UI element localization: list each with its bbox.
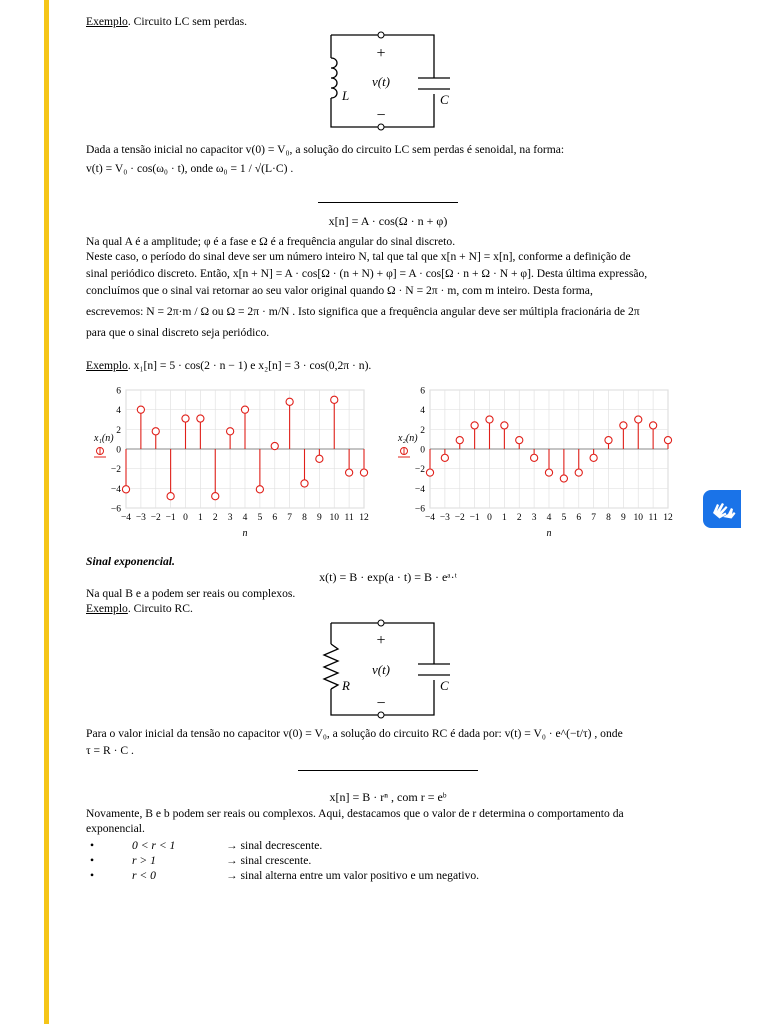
stem-point [256, 486, 263, 493]
inductor-label: L [342, 88, 350, 103]
y-axis-label: x₂(n) [398, 433, 418, 444]
stem-point [286, 398, 293, 405]
behavior-bullet-list [86, 838, 690, 883]
x-tick-label: 5 [561, 513, 567, 523]
terminal-bottom [378, 124, 384, 130]
stem-point [456, 437, 463, 444]
resistor-zigzag [324, 644, 338, 689]
example-label: Exemplo [86, 602, 128, 615]
example-label: Exemplo [86, 359, 128, 372]
x-tick-label: 2 [212, 513, 218, 523]
voltage-label: v(t) [371, 662, 391, 677]
y-tick-label: 6 [116, 386, 121, 397]
x-tick-label: 12 [663, 513, 673, 523]
x-tick-label: 11 [648, 513, 658, 523]
stem-point [426, 469, 433, 476]
resistor-label: R [342, 678, 350, 693]
x-tick-label: 10 [633, 513, 643, 523]
minus-sign: − [376, 107, 386, 124]
voltage-label: v(t) [371, 74, 391, 89]
paragraph-lc-solution [86, 142, 690, 176]
terminal-top [378, 32, 384, 38]
paragraph-line: concluímos que o sinal vai retornar ao seu valor original quando Ω · N = 2π · m, com m inteiro. Desta forma, [86, 284, 593, 297]
y-tick-label: 4 [420, 406, 425, 417]
stem-point [346, 469, 353, 476]
x-tick-label: −3 [135, 513, 146, 523]
stem-point [167, 493, 174, 500]
left-accent-bar [44, 0, 49, 1024]
x-axis-label: n [546, 528, 552, 539]
paragraph-line: Novamente, B e b podem ser reais ou complexos. Aqui, destacamos que o valor de r determina o comportamento da [86, 807, 624, 820]
stem-point [241, 406, 248, 413]
section-divider [318, 202, 458, 203]
exponential-note: Na qual B e a podem ser reais ou complexos. [86, 587, 296, 600]
stem-point [152, 428, 159, 435]
y-tick-label: 6 [420, 386, 425, 397]
terminal-top [378, 620, 384, 626]
plus-sign: + [376, 45, 386, 62]
y-axis-label: x₁(n) [94, 433, 114, 444]
paragraph-line: escrevemos: N = 2π·m / Ω ou Ω = 2π · m/N . Isto significa que a frequência angular deve ser múltipla fracionária de 2π [86, 305, 640, 318]
y-tick-label: 4 [116, 406, 121, 417]
stem-point [516, 437, 523, 444]
y-tick-label: 2 [420, 425, 425, 436]
paragraph-line: para que o sinal discreto seja periódico. [86, 326, 270, 339]
y-tick-label: −2 [414, 465, 425, 476]
x-tick-label: 1 [502, 513, 507, 523]
sign-language-hands-icon [703, 490, 741, 528]
paragraph-behavior [86, 806, 690, 836]
x-tick-label: −1 [469, 513, 480, 523]
x-tick-label: 4 [546, 513, 552, 523]
example-text: . x₁[n] = 5 · cos(2 · n − 1) e x₂[n] = 3 · cos(0,2π · n). [127, 359, 372, 372]
stem-point [620, 422, 627, 429]
stem-point [605, 437, 612, 444]
stem-point [227, 428, 234, 435]
x-tick-label: 5 [257, 513, 263, 523]
formula-exponential: x(t) = B · exp(a · t) = B · eᵃ·ᵗ [319, 570, 457, 584]
accessibility-button[interactable] [703, 490, 741, 528]
paragraph-line: sinal periódico discreto. Então, x[n + N] = A · cos[Ω · (n + N) + φ] = A · cos[Ω · n + Ω · N + φ]. Desta última expressão, [86, 267, 648, 280]
paragraph-line: Na qual A é a amplitude; φ é a fase e Ω é a frequência angular do sinal discreto. [86, 235, 456, 248]
stem-point [137, 406, 144, 413]
y-tick-label: 0 [420, 445, 425, 456]
x-tick-label: −4 [120, 513, 132, 523]
list-item: • 0 < r < 1 → sinal decrescente. [90, 839, 323, 852]
formula-discrete-cosine: x[n] = A · cos(Ω · n + φ) [328, 214, 448, 228]
x-tick-label: 10 [329, 513, 339, 523]
x-tick-label: 8 [606, 513, 611, 523]
x-tick-label: −4 [424, 513, 436, 523]
example-text: . Circuito LC sem perdas. [127, 15, 247, 28]
x-tick-label: 3 [531, 513, 537, 523]
paragraph-line: v(t) = V₀ · cos(ω₀ · t), onde ω₀ = 1 / √(L·C) . [86, 162, 294, 175]
x-tick-label: 6 [272, 513, 278, 523]
stem-point [316, 455, 323, 462]
stem-point [575, 469, 582, 476]
plus-sign: + [376, 632, 386, 649]
x-tick-label: 7 [591, 513, 596, 523]
stem-point [664, 437, 671, 444]
stem-point [590, 454, 597, 461]
paragraph-line: Dada a tensão inicial no capacitor v(0) = V₀, a solução do circuito LC sem perdas é senoidal, na forma: [86, 143, 565, 156]
x-tick-label: 7 [287, 513, 292, 523]
stem-point [486, 416, 493, 423]
stem-point [271, 442, 278, 449]
paragraph-periodicity [86, 234, 690, 340]
stem-point [182, 415, 189, 422]
section-divider [298, 770, 478, 771]
x-tick-label: −2 [150, 513, 161, 523]
example-rc-heading [86, 601, 690, 616]
y-tick-label: −4 [110, 484, 121, 495]
x-tick-label: 4 [242, 513, 248, 523]
x-axis-label: n [242, 528, 248, 539]
x-tick-label: 8 [302, 513, 307, 523]
paragraph-rc-solution [86, 726, 690, 758]
x-tick-label: 9 [621, 513, 626, 523]
y-tick-label: 0 [116, 445, 121, 456]
paragraph-line: exponencial. [86, 822, 145, 835]
lc-circuit-diagram [86, 30, 690, 138]
x-tick-label: −1 [165, 513, 176, 523]
stem-point [301, 480, 308, 487]
x-tick-label: −3 [439, 513, 450, 523]
section-heading-exponential: Sinal exponencial. [86, 555, 175, 568]
y-tick-label: −2 [110, 465, 121, 476]
example-cosine-heading [86, 358, 690, 373]
rc-circuit-diagram [86, 618, 690, 726]
y-tick-label: 2 [116, 425, 121, 436]
list-item: • r < 0 → sinal alterna entre um valor positivo e um negativo. [90, 869, 480, 882]
stem-point [212, 493, 219, 500]
capacitor-label: C [440, 92, 449, 107]
example-text: . Circuito RC. [127, 602, 193, 615]
x-tick-label: 9 [317, 513, 322, 523]
terminal-bottom [378, 712, 384, 718]
capacitor-label: C [440, 678, 449, 693]
formula-discrete-exponential: x[n] = B · rⁿ , com r = eᵇ [329, 790, 447, 804]
stem-point [197, 415, 204, 422]
example-lc-heading [86, 14, 690, 29]
paragraph-line: Para o valor inicial da tensão no capacitor v(0) = V₀, a solução do circuito RC é dada por: v(t) = V₀ · e^(−t/τ) , onde [86, 727, 623, 740]
y-tick-label: −6 [110, 504, 121, 515]
x-tick-label: 6 [576, 513, 582, 523]
stem-point [471, 422, 478, 429]
stem-point [331, 396, 338, 403]
paragraph-line: Neste caso, o período do sinal deve ser um número inteiro N, tal que tal que x[n + N] = x[n], conforme a definição de [86, 250, 631, 263]
y-tick-label: −4 [414, 484, 425, 495]
stem-point [122, 486, 129, 493]
stem-point [545, 469, 552, 476]
stem-point [501, 422, 508, 429]
stem-point [531, 454, 538, 461]
stem-point [441, 454, 448, 461]
stem-point [560, 475, 567, 482]
x-tick-label: 11 [344, 513, 354, 523]
list-item: • r > 1 → sinal crescente. [90, 854, 312, 867]
x-tick-label: 0 [183, 513, 188, 523]
x-tick-label: −2 [454, 513, 465, 523]
stem-point [635, 416, 642, 423]
minus-sign: − [376, 695, 386, 712]
example-label: Exemplo [86, 15, 128, 28]
x-tick-label: 12 [359, 513, 369, 523]
x-tick-label: 3 [227, 513, 233, 523]
x-tick-label: 0 [487, 513, 492, 523]
inductor-coil [331, 58, 337, 98]
x-tick-label: 1 [198, 513, 203, 523]
stem-point [360, 469, 367, 476]
x-tick-label: 2 [516, 513, 522, 523]
stem-point [650, 422, 657, 429]
paragraph-line: τ = R · C . [86, 744, 134, 757]
y-tick-label: −6 [414, 504, 425, 515]
